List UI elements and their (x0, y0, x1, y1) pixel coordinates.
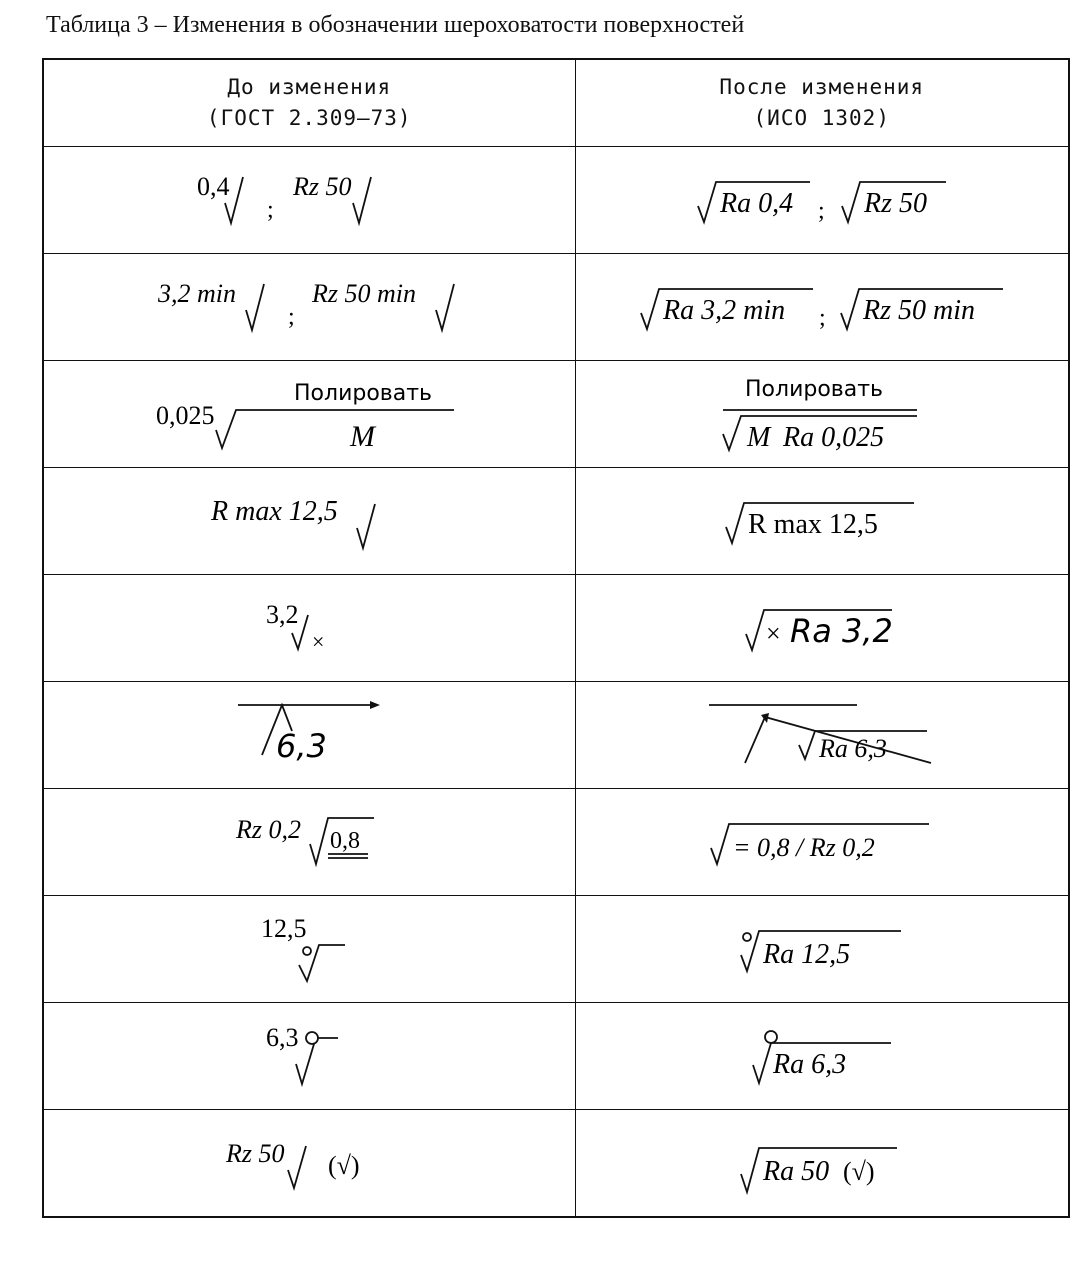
cell-before (43, 254, 575, 361)
roughness-table (42, 58, 1070, 1218)
param-value: Ra 50 (762, 1156, 829, 1187)
param-value: 0,4 (197, 172, 230, 201)
cell-after (575, 789, 1069, 896)
roughness-symbol (224, 1128, 394, 1198)
cell-after (575, 468, 1069, 575)
param-value: Rz 50 min (862, 295, 975, 326)
roughness-symbol (234, 802, 384, 882)
param-value: Ra 12,5 (762, 939, 850, 970)
table-row (43, 575, 1069, 682)
separator: ; (267, 197, 274, 223)
roughness-symbol (747, 1021, 897, 1091)
cell-before (43, 1003, 575, 1110)
param-value: 3,2 min (158, 279, 237, 308)
param-value: 12,5 (261, 914, 307, 943)
parenthesized-sign: (√) (328, 1151, 360, 1180)
parenthesized-sign: (√) (842, 1157, 875, 1186)
param-value: R max 12,5 (747, 509, 878, 540)
param-value: Ra 3,2 min (662, 295, 785, 326)
direction-sign: × (312, 629, 325, 654)
header-row (43, 59, 1069, 147)
param-value: R max 12,5 (211, 496, 339, 527)
roughness-symbol (637, 277, 1007, 337)
cell-after (575, 361, 1069, 468)
cell-before (43, 789, 575, 896)
header-before-standard: (ГОСТ 2.309–73) (206, 106, 412, 130)
param-value: Rz 50 (863, 188, 927, 219)
param-value: Ra 6,3 (772, 1049, 846, 1080)
header-before (43, 59, 575, 147)
cell-before (43, 682, 575, 789)
table-row (43, 361, 1069, 468)
param-value: = 0,8 / Rz 0,2 (732, 833, 875, 862)
cell-after (575, 254, 1069, 361)
cell-after (575, 1110, 1069, 1218)
roughness-symbol (737, 1128, 907, 1198)
roughness-symbol (189, 165, 429, 235)
cell-before (43, 896, 575, 1003)
roughness-symbol (209, 486, 409, 556)
roughness-symbol (717, 372, 927, 456)
processing-method: Полировать (294, 381, 433, 406)
table-row (43, 789, 1069, 896)
roughness-symbol (264, 1016, 354, 1096)
header-after-title: После изменения (719, 75, 925, 99)
param-value: Rz 0,2 (236, 815, 302, 844)
roughness-symbol (722, 491, 922, 551)
separator: ; (817, 198, 825, 224)
table-row (43, 1003, 1069, 1110)
roughness-symbol (234, 695, 384, 775)
param-value: Rz 50 min (312, 279, 417, 308)
table-caption: Таблица 3 – Изменения в обозначении шероховатости поверхностей (46, 12, 745, 38)
table-row (43, 1110, 1069, 1218)
cell-before (43, 468, 575, 575)
direction-sign: M (746, 422, 771, 453)
param-value: Ra 6,3 (818, 734, 887, 763)
cell-before (43, 361, 575, 468)
header-before-title: До изменения (227, 75, 392, 99)
param-value: 3,2 (266, 600, 299, 629)
table-row (43, 254, 1069, 361)
cell-before (43, 1110, 575, 1218)
table-row (43, 468, 1069, 575)
processing-method: Полировать (744, 377, 883, 402)
cell-before (43, 575, 575, 682)
roughness-symbol (707, 812, 937, 872)
roughness-symbol (264, 593, 354, 663)
param-value: Ra 0,025 (782, 422, 884, 453)
cell-before (43, 147, 575, 254)
cell-after (575, 1003, 1069, 1110)
cell-after (575, 682, 1069, 789)
table-row (43, 896, 1069, 1003)
cell-after (575, 147, 1069, 254)
cell-after (575, 575, 1069, 682)
param-value: 6,3 (276, 727, 328, 765)
param-value: Ra 3,2 (789, 612, 893, 650)
param-value: Rz 50 (293, 172, 352, 201)
table-row (43, 147, 1069, 254)
param-value: 6,3 (266, 1023, 299, 1052)
direction-sign: M (350, 420, 376, 453)
roughness-symbol (154, 374, 464, 454)
direction-sign: × (765, 619, 781, 648)
header-after (575, 59, 1069, 147)
cell-after (575, 896, 1069, 1003)
param-value: Ra 0,4 (719, 188, 793, 219)
sampling-length: 0,8 (330, 828, 361, 854)
roughness-symbol (692, 170, 952, 230)
roughness-symbol (259, 909, 359, 989)
roughness-symbol (707, 695, 937, 775)
separator: ; (818, 305, 826, 331)
param-value: Rz 50 (226, 1139, 285, 1168)
roughness-symbol (742, 598, 902, 658)
param-value: 0,025 (156, 401, 215, 430)
separator: ; (288, 304, 295, 330)
header-after-standard: (ИСО 1302) (753, 106, 890, 130)
table-row (43, 682, 1069, 789)
roughness-symbol (154, 272, 464, 342)
roughness-symbol (737, 919, 907, 979)
